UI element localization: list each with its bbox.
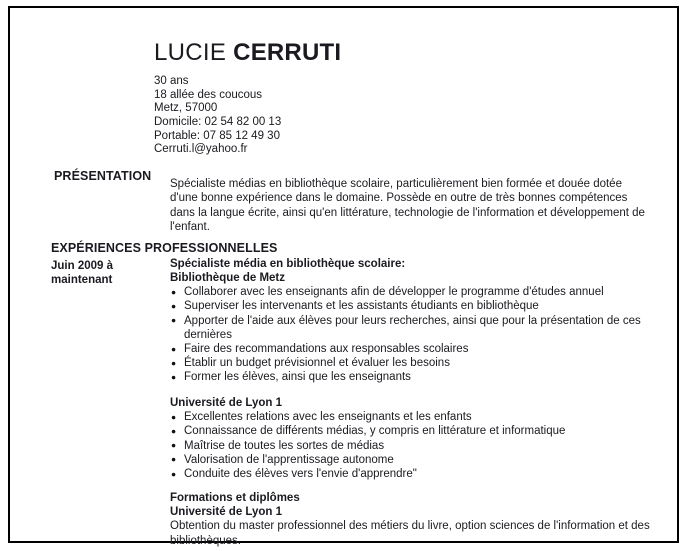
spacer	[170, 481, 652, 492]
contact-city: Metz, 57000	[154, 102, 218, 115]
contact-email: Cerruti.l@yahoo.fr	[154, 143, 248, 156]
experience-date-line-1: Juin 2009 à	[51, 260, 114, 272]
page-title	[154, 40, 624, 65]
list-item: ● Valorisation de l'apprentissage autonome	[170, 453, 652, 467]
list-item: ● Superviser les intervenants et les assistants étudiants en bibliothèque	[170, 299, 652, 313]
contact-age: 30 ans	[154, 75, 189, 88]
list-item: ● Apporter de l'aide aux élèves pour leurs recherches, ainsi que pour la présentation de ces dernières	[170, 314, 652, 342]
last-name: CERRUTI	[233, 39, 342, 66]
education-heading: Formations et diplômes	[170, 492, 300, 505]
list-item: ● Former les élèves, ainsi que les enseignants	[170, 370, 652, 384]
experience-date-range	[51, 259, 161, 287]
job-duties-list	[170, 285, 652, 384]
contact-mobile-phone: Portable: 07 85 12 49 30	[154, 129, 280, 142]
list-item: ● Maîtrise de toutes les sortes de médias	[170, 439, 652, 453]
experience-date-line-2: maintenant	[51, 274, 113, 286]
section-heading-presentation: PRÉSENTATION	[54, 169, 152, 183]
identity-block	[154, 40, 624, 157]
education-organization: Université de Lyon 1	[170, 505, 283, 518]
contact-home-phone: Domicile: 02 54 82 00 13	[154, 115, 282, 128]
spacer	[170, 385, 652, 397]
list-item: ● Excellentes relations avec les enseignants et les enfants	[170, 410, 652, 424]
education-description: Obtention du master professionnel des métiers du livre, option sciences de l'information et des bibliothèques.	[170, 520, 650, 547]
list-item: ● Collaborer avec les enseignants afin de développer le programme d'études annuel	[170, 285, 652, 299]
list-item: ● Faire des recommandations aux responsables scolaires	[170, 342, 652, 356]
job-title: Spécialiste média en bibliothèque scolaire:	[170, 258, 406, 270]
first-name: LUCIE	[154, 39, 227, 66]
second-skills-list	[170, 410, 652, 481]
list-item: ● Conduite des élèves vers l'envie d'apprendre"	[170, 467, 652, 481]
list-item: ● Connaissance de différents médias, y compris en littérature et informatique	[170, 424, 652, 438]
second-organization: Université de Lyon 1	[170, 396, 283, 409]
cv-page	[8, 6, 679, 547]
experience-body	[170, 258, 652, 548]
presentation-body-text: Spécialiste médias en bibliothèque scolaire, particulièrement bien formée et douée dotée d'une bonne expérience dans le domaine. Possède en outre de très bonnes compétences dans la langue écrite, ainsi qu'en littérature, technologie de l'information et développement de l'enfant.	[170, 178, 645, 233]
contact-street: 18 allée des coucous	[154, 88, 263, 101]
section-heading-experiences: EXPÉRIENCES PROFESSIONNELLES	[51, 241, 278, 255]
cv-page-content	[10, 8, 677, 547]
list-item: ● Établir un budget prévisionnel et évaluer les besoins	[170, 356, 652, 370]
job-organization: Bibliothèque de Metz	[170, 271, 285, 284]
